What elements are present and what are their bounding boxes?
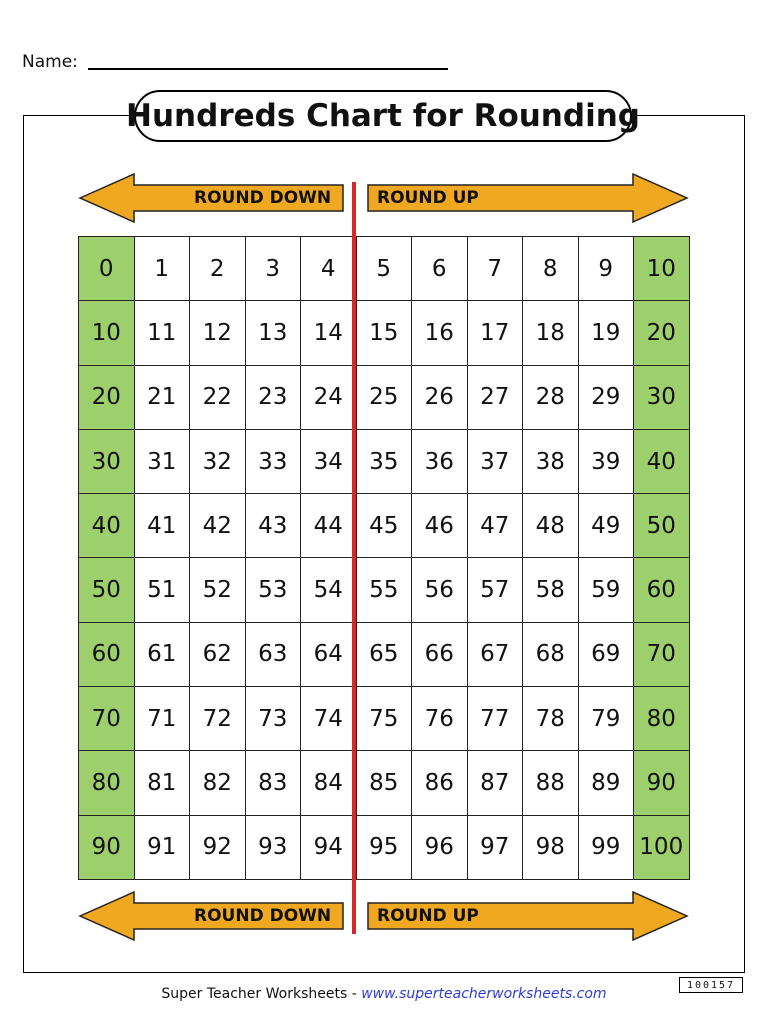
grid-cell: 75 (356, 687, 412, 751)
grid-cell: 50 (634, 494, 690, 558)
page-title: Hundreds Chart for Rounding (126, 98, 640, 134)
grid-cell: 89 (578, 751, 634, 815)
grid-cell: 0 (79, 237, 135, 301)
grid-cell: 24 (301, 365, 357, 429)
grid-cell: 65 (356, 622, 412, 686)
grid-cell: 78 (523, 687, 579, 751)
grid-cell: 10 (634, 237, 690, 301)
grid-cell: 71 (134, 687, 190, 751)
grid-cell: 70 (634, 622, 690, 686)
grid-cell: 11 (134, 301, 190, 365)
grid-cell: 56 (412, 558, 468, 622)
grid-cell: 73 (245, 687, 301, 751)
grid-cell: 94 (301, 815, 357, 879)
grid-cell: 97 (467, 815, 523, 879)
grid-cell: 61 (134, 622, 190, 686)
grid-cell: 6 (412, 237, 468, 301)
round-down-label: ROUND DOWN (194, 188, 332, 208)
grid-cell: 18 (523, 301, 579, 365)
grid-cell: 19 (578, 301, 634, 365)
round-up-label: ROUND UP (377, 188, 479, 208)
grid-row (79, 622, 690, 686)
grid-cell: 20 (79, 365, 135, 429)
grid-cell: 51 (134, 558, 190, 622)
grid-cell: 17 (467, 301, 523, 365)
grid-cell: 58 (523, 558, 579, 622)
grid-cell: 57 (467, 558, 523, 622)
grid-cell: 90 (634, 751, 690, 815)
grid-cell: 81 (134, 751, 190, 815)
grid-cell: 35 (356, 429, 412, 493)
grid-row (79, 301, 690, 365)
grid-cell: 43 (245, 494, 301, 558)
grid-cell: 84 (301, 751, 357, 815)
grid-cell: 96 (412, 815, 468, 879)
grid-cell: 42 (190, 494, 246, 558)
grid-cell: 37 (467, 429, 523, 493)
grid-cell: 45 (356, 494, 412, 558)
grid-cell: 50 (79, 558, 135, 622)
grid-cell: 40 (79, 494, 135, 558)
hundreds-chart (78, 236, 690, 880)
grid-row (79, 751, 690, 815)
grid-cell: 47 (467, 494, 523, 558)
grid-cell: 60 (79, 622, 135, 686)
grid-cell: 87 (467, 751, 523, 815)
grid-cell: 95 (356, 815, 412, 879)
grid-cell: 82 (190, 751, 246, 815)
grid-cell: 66 (412, 622, 468, 686)
footer-brand: Super Teacher Worksheets - (161, 986, 362, 1002)
grid-cell: 38 (523, 429, 579, 493)
grid-cell: 85 (356, 751, 412, 815)
grid-cell: 74 (301, 687, 357, 751)
round-down-arrow-bottom (78, 890, 344, 942)
grid-cell: 28 (523, 365, 579, 429)
rounding-divider (352, 182, 356, 934)
grid-cell: 21 (134, 365, 190, 429)
grid-cell: 98 (523, 815, 579, 879)
grid-cell: 93 (245, 815, 301, 879)
grid-cell: 90 (79, 815, 135, 879)
grid-cell: 62 (190, 622, 246, 686)
grid-cell: 34 (301, 429, 357, 493)
grid-cell: 100 (634, 815, 690, 879)
grid-cell: 88 (523, 751, 579, 815)
grid-cell: 10 (79, 301, 135, 365)
grid-cell: 20 (634, 301, 690, 365)
grid-cell: 26 (412, 365, 468, 429)
name-label: Name: (22, 52, 78, 72)
grid-cell: 27 (467, 365, 523, 429)
grid-cell: 49 (578, 494, 634, 558)
grid-cell: 4 (301, 237, 357, 301)
grid-row (79, 494, 690, 558)
grid-cell: 30 (79, 429, 135, 493)
grid-cell: 99 (578, 815, 634, 879)
round-up-arrow-bottom (367, 890, 689, 942)
footer (0, 986, 768, 1002)
grid-cell: 60 (634, 558, 690, 622)
grid-cell: 53 (245, 558, 301, 622)
grid-cell: 55 (356, 558, 412, 622)
grid-cell: 32 (190, 429, 246, 493)
grid-cell: 67 (467, 622, 523, 686)
grid-cell: 64 (301, 622, 357, 686)
grid-cell: 48 (523, 494, 579, 558)
round-down-arrow-top (78, 172, 344, 224)
grid-cell: 76 (412, 687, 468, 751)
grid-cell: 70 (79, 687, 135, 751)
grid-cell: 79 (578, 687, 634, 751)
grid-cell: 69 (578, 622, 634, 686)
grid-cell: 33 (245, 429, 301, 493)
grid-cell: 8 (523, 237, 579, 301)
grid-cell: 40 (634, 429, 690, 493)
footer-link[interactable]: www.superteacherworksheets.com (361, 986, 607, 1002)
grid-cell: 36 (412, 429, 468, 493)
grid-cell: 54 (301, 558, 357, 622)
grid-cell: 30 (634, 365, 690, 429)
grid-cell: 15 (356, 301, 412, 365)
grid-row (79, 429, 690, 493)
grid-cell: 25 (356, 365, 412, 429)
grid-cell: 46 (412, 494, 468, 558)
grid-cell: 9 (578, 237, 634, 301)
grid-row (79, 558, 690, 622)
grid-cell: 14 (301, 301, 357, 365)
grid-cell: 80 (79, 751, 135, 815)
grid-cell: 52 (190, 558, 246, 622)
grid-cell: 5 (356, 237, 412, 301)
grid-cell: 1 (134, 237, 190, 301)
grid-cell: 80 (634, 687, 690, 751)
grid-cell: 39 (578, 429, 634, 493)
grid-cell: 86 (412, 751, 468, 815)
grid-cell: 92 (190, 815, 246, 879)
grid-cell: 72 (190, 687, 246, 751)
grid-cell: 16 (412, 301, 468, 365)
grid-cell: 23 (245, 365, 301, 429)
grid-cell: 44 (301, 494, 357, 558)
grid-cell: 29 (578, 365, 634, 429)
grid-cell: 12 (190, 301, 246, 365)
round-down-label: ROUND DOWN (194, 906, 332, 926)
grid-row (79, 365, 690, 429)
name-line[interactable] (88, 68, 448, 70)
grid-cell: 63 (245, 622, 301, 686)
grid-cell: 68 (523, 622, 579, 686)
grid-cell: 7 (467, 237, 523, 301)
grid-cell: 83 (245, 751, 301, 815)
round-up-label: ROUND UP (377, 906, 479, 926)
grid-cell: 2 (190, 237, 246, 301)
grid-row (79, 815, 690, 879)
grid-cell: 13 (245, 301, 301, 365)
grid-cell: 22 (190, 365, 246, 429)
grid-cell: 59 (578, 558, 634, 622)
grid-cell: 77 (467, 687, 523, 751)
title-box (126, 90, 640, 142)
grid-cell: 91 (134, 815, 190, 879)
grid-cell: 31 (134, 429, 190, 493)
grid-cell: 3 (245, 237, 301, 301)
grid-row (79, 237, 690, 301)
grid-cell: 41 (134, 494, 190, 558)
worksheet-code: 100157 (679, 977, 743, 993)
grid-row (79, 687, 690, 751)
round-up-arrow-top (367, 172, 689, 224)
